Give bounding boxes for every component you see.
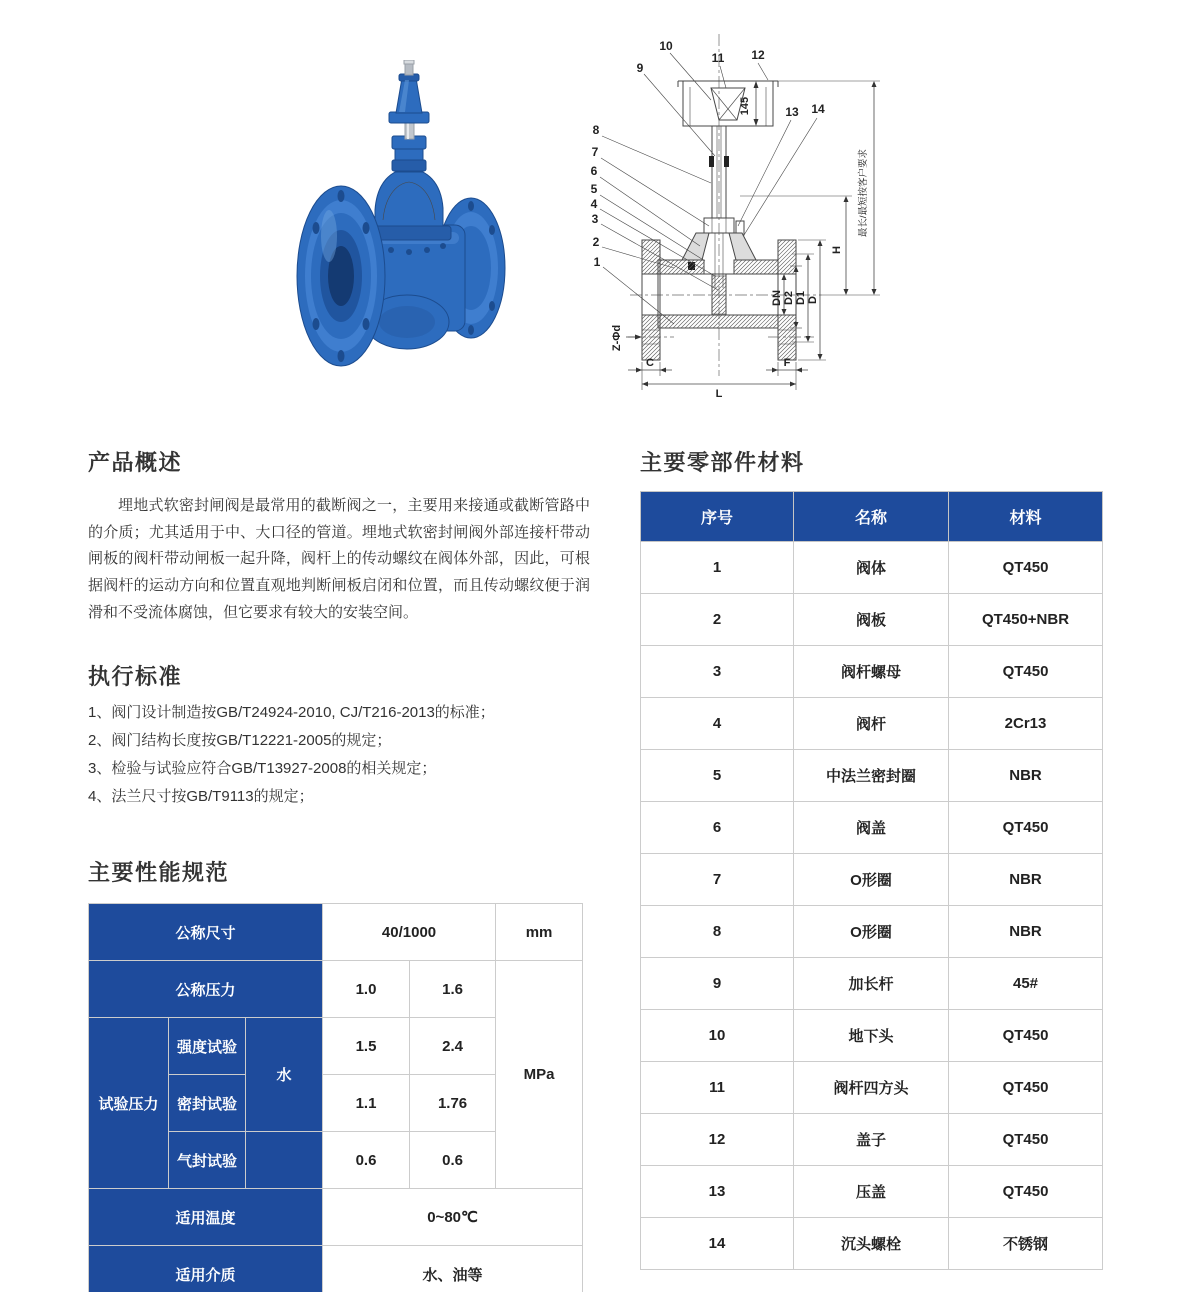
perf-nominal-size-unit: mm	[496, 904, 583, 961]
perf-seal1: 1.1	[323, 1075, 410, 1132]
perf-pressure-unit: MPa	[496, 961, 583, 1189]
perf-pn1: 1.0	[323, 961, 410, 1018]
dim-F: F	[783, 357, 791, 369]
performance-title: 主要性能规范	[88, 860, 230, 886]
standards-item: 1、阀门设计制造按GB/T24924-2010, CJ/T216-2013的标准；	[88, 704, 495, 722]
cell-name: 中法兰密封圈	[794, 750, 949, 802]
callout-11: 11	[711, 51, 725, 65]
perf-medium-water: 水	[246, 1018, 323, 1132]
cell-material: QT450	[949, 1114, 1103, 1166]
cell-material: 2Cr13	[949, 698, 1103, 750]
callout-7: 7	[591, 145, 599, 159]
callout-10: 10	[659, 39, 673, 53]
cell-material: QT450+NBR	[949, 594, 1103, 646]
standards-item: 3、检验与试验应符合GB/T13927-2008的相关规定；	[88, 759, 437, 777]
cell-index: 8	[641, 906, 794, 958]
perf-seal2: 1.76	[410, 1075, 496, 1132]
cell-name: 沉头螺栓	[794, 1218, 949, 1270]
valve-left-flange	[297, 186, 385, 366]
cell-material: QT450	[949, 646, 1103, 698]
cell-material: QT450	[949, 1062, 1103, 1114]
performance-table	[88, 903, 583, 1292]
cell-index: 14	[641, 1218, 794, 1270]
cell-name: 阀杆螺母	[794, 646, 949, 698]
perf-nominal-size-value: 40/1000	[323, 904, 496, 961]
cell-index: 13	[641, 1166, 794, 1218]
cell-name: 压盖	[794, 1166, 949, 1218]
callout-1: 1	[593, 255, 601, 269]
callout-2: 2	[592, 235, 600, 249]
materials-header-index: 序号	[641, 492, 794, 542]
cell-index: 9	[641, 958, 794, 1010]
materials-header-material: 材料	[949, 492, 1103, 542]
table-row	[641, 1010, 1103, 1062]
table-row	[641, 958, 1103, 1010]
cell-material: QT450	[949, 1166, 1103, 1218]
dim-H: H	[831, 246, 843, 254]
perf-air-label: 气封试验	[169, 1132, 246, 1189]
cell-index: 1	[641, 542, 794, 594]
cell-name: 阀体	[794, 542, 949, 594]
callout-9: 9	[636, 61, 644, 75]
cell-name: O形圈	[794, 906, 949, 958]
section-performance	[88, 856, 590, 1292]
valve-gland	[392, 136, 426, 172]
table-row	[641, 1166, 1103, 1218]
cell-index: 7	[641, 854, 794, 906]
cell-index: 10	[641, 1010, 794, 1062]
cell-name: 盖子	[794, 1114, 949, 1166]
table-row	[641, 698, 1103, 750]
cell-index: 4	[641, 698, 794, 750]
callout-5: 5	[590, 182, 598, 196]
cell-material: NBR	[949, 906, 1103, 958]
standards-list	[88, 699, 590, 810]
technical-drawing	[578, 28, 910, 420]
perf-pn2: 1.6	[410, 961, 496, 1018]
perf-media-label: 适用介质	[89, 1246, 323, 1292]
dim-DN: DN	[771, 290, 783, 306]
cell-material: QT450	[949, 1010, 1103, 1062]
table-row	[641, 594, 1103, 646]
valve-cap-cone	[389, 60, 429, 123]
cell-material: NBR	[949, 854, 1103, 906]
callout-8: 8	[592, 123, 600, 137]
perf-nominal-pressure-label: 公称压力	[89, 961, 323, 1018]
cell-name: 阀盖	[794, 802, 949, 854]
perf-media-value: 水、油等	[323, 1246, 583, 1292]
materials-header-name: 名称	[794, 492, 949, 542]
dim-L: L	[715, 388, 723, 400]
table-row	[641, 1114, 1103, 1166]
cell-material: QT450	[949, 542, 1103, 594]
table-row	[89, 1246, 583, 1292]
table-row	[89, 961, 583, 1018]
standards-item: 2、阀门结构长度按GB/T12221-2005的规定；	[88, 732, 392, 750]
cell-index: 12	[641, 1114, 794, 1166]
perf-test-pressure-label: 试验压力	[89, 1018, 169, 1189]
dim-145: 145	[739, 96, 751, 116]
callout-13: 13	[785, 105, 799, 119]
standards-item: 4、法兰尺寸按GB/T9113的规定；	[88, 787, 314, 805]
right-column	[640, 446, 1102, 1270]
dim-note: 最长/最短按客户要求	[858, 148, 869, 238]
section-overview	[88, 446, 590, 626]
cell-material: 45#	[949, 958, 1103, 1010]
materials-table	[640, 491, 1103, 1270]
cell-index: 11	[641, 1062, 794, 1114]
callout-4: 4	[590, 197, 598, 211]
cell-name: 阀板	[794, 594, 949, 646]
table-row	[641, 542, 1103, 594]
table-row	[641, 1062, 1103, 1114]
table-row	[641, 750, 1103, 802]
dim-C: C	[646, 357, 654, 369]
callout-leaders	[600, 53, 817, 324]
cell-index: 3	[641, 646, 794, 698]
table-row	[641, 1218, 1103, 1270]
cell-material: NBR	[949, 750, 1103, 802]
perf-seal-label: 密封试验	[169, 1075, 246, 1132]
cell-name: 阀杆	[794, 698, 949, 750]
perf-temp-value: 0~80℃	[323, 1189, 583, 1246]
valve-photo	[295, 60, 520, 395]
perf-nominal-size-label: 公称尺寸	[89, 904, 323, 961]
table-row	[641, 646, 1103, 698]
dim-D: D	[807, 296, 819, 304]
perf-strength2: 2.4	[410, 1018, 496, 1075]
cell-name: 加长杆	[794, 958, 949, 1010]
callout-6: 6	[590, 164, 598, 178]
callout-14: 14	[811, 102, 825, 116]
left-column	[88, 446, 590, 1292]
dim-Zd: Z-Φd	[611, 324, 623, 352]
dim-D1: D1	[795, 290, 807, 306]
perf-strength1: 1.5	[323, 1018, 410, 1075]
materials-title: 主要零部件材料	[640, 450, 805, 475]
table-row	[641, 802, 1103, 854]
callout-12: 12	[751, 48, 765, 62]
cell-index: 6	[641, 802, 794, 854]
cell-material: 不锈钢	[949, 1218, 1103, 1270]
table-row	[641, 906, 1103, 958]
overview-body: 埋地式软密封闸阀是最常用的截断阀之一，主要用来接通或截断管路中的介质；尤其适用于中、大口径的管道。埋地式软密封闸阀外部连接杆带动闸板的阀杆带动闸板一起升降，阀杆上的传动螺纹在阀体外部，因此，可根据阀杆的运动方向和位置直观地判断闸板启闭和位置，而且传动螺纹便于润滑和不受流体腐蚀，但它要求有较大的安装空间。	[88, 497, 590, 621]
perf-air2: 0.6	[410, 1132, 496, 1189]
section-standards	[88, 660, 590, 810]
standards-title: 执行标准	[88, 664, 183, 690]
table-row	[89, 904, 583, 961]
perf-temp-label: 适用温度	[89, 1189, 323, 1246]
overview-title: 产品概述	[88, 450, 183, 475]
cell-index: 5	[641, 750, 794, 802]
perf-strength-label: 强度试验	[169, 1018, 246, 1075]
perf-air-medium-cell	[246, 1132, 323, 1189]
cell-name: 地下头	[794, 1010, 949, 1062]
cell-material: QT450	[949, 802, 1103, 854]
cell-index: 2	[641, 594, 794, 646]
section-materials	[640, 446, 1102, 1270]
dim-D2: D2	[783, 290, 795, 306]
callout-3: 3	[591, 212, 599, 226]
perf-air1: 0.6	[323, 1132, 410, 1189]
cell-name: O形圈	[794, 854, 949, 906]
table-row	[89, 1189, 583, 1246]
cell-name: 阀杆四方头	[794, 1062, 949, 1114]
table-header-row	[641, 492, 1103, 542]
table-row	[641, 854, 1103, 906]
